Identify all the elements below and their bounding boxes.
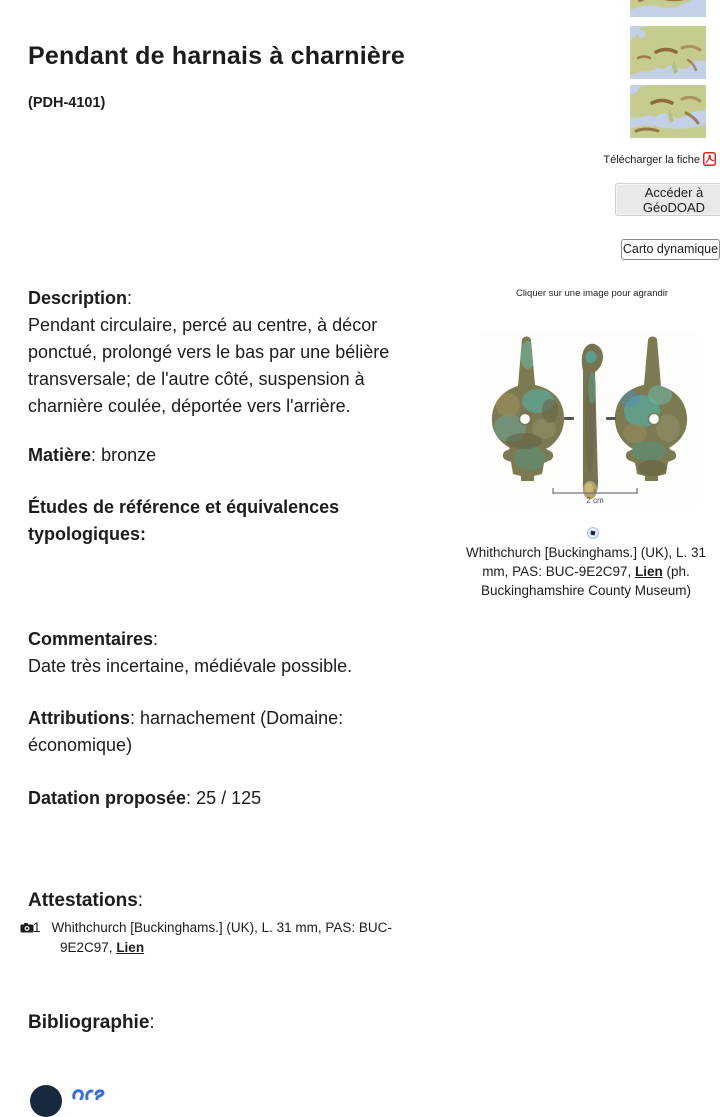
map-thumbnail-1[interactable] <box>630 0 706 17</box>
scale-label: 2 cm <box>586 496 604 505</box>
attestations-heading: Attestations: <box>28 890 144 911</box>
download-label: Télécharger la fiche <box>603 154 700 166</box>
matiere-value: bronze <box>101 445 157 465</box>
carto-dynamique-button[interactable]: Carto dynamique <box>621 239 720 260</box>
map-thumbnail-2[interactable] <box>630 26 706 79</box>
section-datation: Datation proposée: 25 / 125 <box>28 788 262 808</box>
section-commentaires <box>28 626 430 680</box>
dash-separator-2 <box>606 417 616 420</box>
caption-text-pre: Whithchurch [Buckinghams.] (UK), L. 31 mm, PAS: BUC-9E2C97, <box>465 545 707 579</box>
commentaires-text: Date très incertaine, médiévale possible. <box>28 656 353 676</box>
section-description <box>28 285 430 420</box>
description-text: Pendant circulaire, percé au centre, à décor ponctué, prolongé vers le bas par une bélière transversale; de l'autre côté, suspension à charnière coulée, déportée vers l'arrière. <box>28 315 390 416</box>
section-matiere: Matière: bronze <box>28 445 157 465</box>
attestation-number: 1 <box>33 920 41 935</box>
map-thumbnail-3[interactable] <box>630 85 706 138</box>
dash-separator-1 <box>564 417 574 420</box>
image-caption <box>452 543 720 600</box>
caption-lien-link[interactable]: Lien <box>635 564 663 579</box>
artifact-photo[interactable] <box>480 333 697 505</box>
image-enlarge-hint: Cliquer sur une image pour agrandir <box>515 288 669 299</box>
attestation-lien-link[interactable]: Lien <box>116 939 145 955</box>
photo-marker-icon[interactable] <box>587 526 599 538</box>
geodoad-button-line1: Accéder à <box>644 184 704 200</box>
download-fiche-link[interactable] <box>560 152 716 168</box>
page-title: Pendant de harnais à charnière <box>28 42 405 70</box>
geodoad-button-line2: GéoDOAD <box>642 199 706 215</box>
geodoad-button[interactable] <box>615 183 720 216</box>
section-etudes: Études de référence et équivalences typologiques: <box>28 497 340 544</box>
attributions-value: harnachement (Domaine: économique) <box>28 708 344 755</box>
commentaires-heading: Commentaires: <box>28 629 159 649</box>
description-heading: Description: <box>28 288 133 308</box>
attestation-text: Whithchurch [Buckinghams.] (UK), L. 31 mm, PAS: BUC-9E2C97, <box>51 920 392 955</box>
pendant-back-view <box>615 336 687 481</box>
datation-value: 25 / 125 <box>196 788 262 808</box>
caption-text-post: (ph. Buckinghamshire County Museum) <box>480 564 692 598</box>
bibliographie-heading: Bibliographie: <box>28 1012 155 1033</box>
attestation-item <box>33 919 405 957</box>
pendant-side-view <box>582 344 603 499</box>
pdf-icon <box>703 152 716 166</box>
page-code: (PDH-4101) <box>28 95 106 111</box>
pendant-front-view <box>492 336 564 481</box>
footer-blue-logo[interactable] <box>72 1086 118 1105</box>
section-attributions: Attributions: harnachement (Domaine: économique) <box>28 708 344 755</box>
footer-round-logo[interactable] <box>30 1085 62 1117</box>
